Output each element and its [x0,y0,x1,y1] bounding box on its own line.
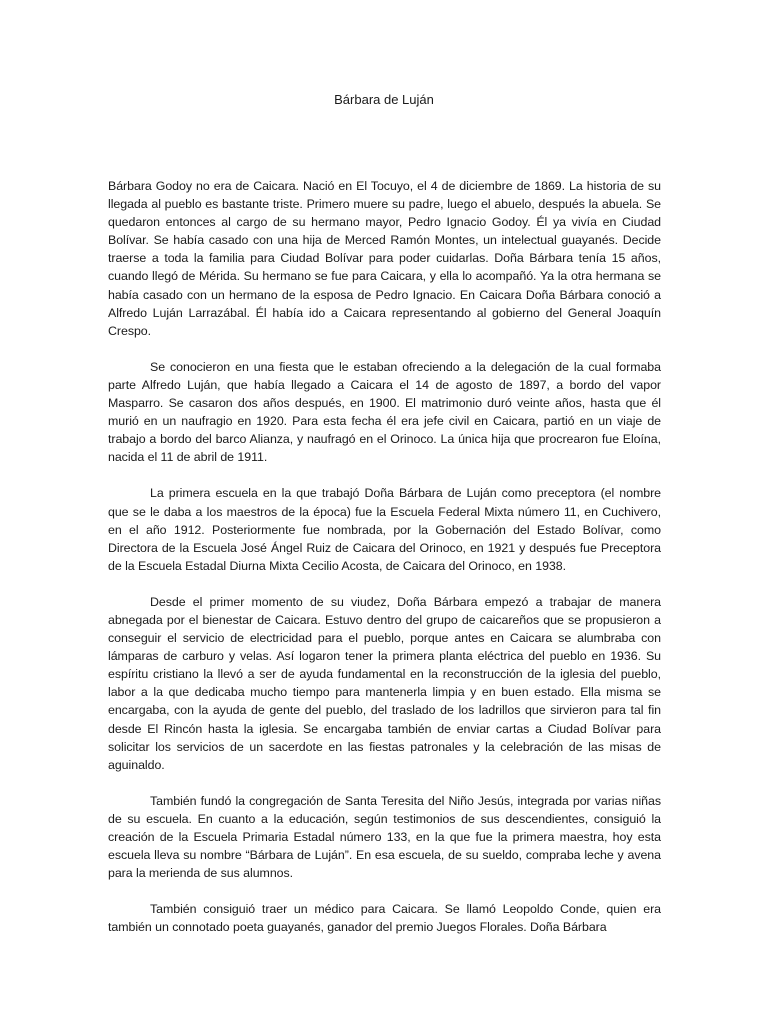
paragraph-6: También consiguió traer un médico para Caicara. Se llamó Leopoldo Conde, quien era también un connotado poeta guayanés, ganador del premio Juegos Florales. Doña Bárbara [108,902,661,935]
paragraph-1: Bárbara Godoy no era de Caicara. Nació en El Tocuyo, el 4 de diciembre de 1869. La historia de su llegada al pueblo es bastante triste. Primero muere su padre, luego el abuelo, después la abuela. Se quedaron entonces al cargo de su hermano mayor, Pedro Ignacio Godoy. Él ya vivía en Ciudad Bolívar. Se había casado con una hija de Merced Ramón Montes, un intelectual guayanés. Decide traerse a toda la familia para Ciudad Bolívar para poder cuidarlas. Doña Bárbara tenía 15 años, cuando llegó de Mérida. Su hermano se fue para Caicara, y ella lo acompañó. Ya la otra hermana se había casado con un hermano de la esposa de Pedro Ignacio. En Caicara Doña Bárbara conoció a Alfredo Luján Larrazábal. Él había ido a Caicara representando al gobierno del General Joaquín Crespo. [108,179,661,338]
paragraph-2: Se conocieron en una fiesta que le estaban ofreciendo a la delegación de la cual formaba parte Alfredo Luján, que había llegado a Caicara el 14 de agosto de 1897, a bordo del vapor Masparro. Se casaron dos años después, en 1900. El matrimonio duró veinte años, hasta que él murió en un naufragio en 1920. Para esta fecha él era jefe civil en Caicara, partió en un viaje de trabajo a bordo del barco Alianza, y naufragó en el Orinoco. La única hija que procrearon fue Eloína, nacida el 11 de abril de 1911. [108,359,661,465]
document-body [108,177,661,954]
paragraph-3: La primera escuela en la que trabajó Doña Bárbara de Luján como preceptora (el nombre que se le daba a los maestros de la época) fue la Escuela Federal Mixta número 11, en Cuchivero, en el año 1912. Posteriormente fue nombrada, por la Gobernación del Estado Bolívar, como Directora de la Escuela José Ángel Ruiz de Caicara del Orinoco, en 1921 y después fue Preceptora de la Escuela Estadal Diurna Mixta Cecilio Acosta, de Caicara del Orinoco, en 1938. [108,486,661,573]
paragraph-4: Desde el primer momento de su viudez, Doña Bárbara empezó a trabajar de manera abnegada por el bienestar de Caicara. Estuvo dentro del grupo de caicareños que se propusieron a conseguir el servicio de electricidad para el pueblo, porque antes en Caicara se alumbraba con lámparas de carburo y velas. Así logaron tener la primera planta eléctrica del pueblo en 1936. Su espíritu cristiano la llevó a ser de ayuda fundamental en la reconstrucción de la iglesia del pueblo, labor a la que dedicaba mucho tiempo para mantenerla limpia y en buen estado. Ella misma se encargaba, con la ayuda de gente del pueblo, del traslado de los ladrillos que sirvieron para tal fin desde El Rincón hasta la iglesia. Se encargaba también de enviar cartas a Ciudad Bolívar para solicitar los servicios de un sacerdote en las fiestas patronales y la celebración de las misas de aguinaldo. [108,594,661,772]
document-title: Bárbara de Luján [334,92,434,107]
paragraph-5: También fundó la congregación de Santa Teresita del Niño Jesús, integrada por varias niñas de su escuela. En cuanto a la educación, según testimonios de sus descendientes, consiguió la creación de la Escuela Primaria Estadal número 133, en la que fue la primera maestra, hoy esta escuela lleva su nombre “Bárbara de Luján”. En esa escuela, de su sueldo, compraba leche y avena para la merienda de sus alumnos. [108,793,661,881]
